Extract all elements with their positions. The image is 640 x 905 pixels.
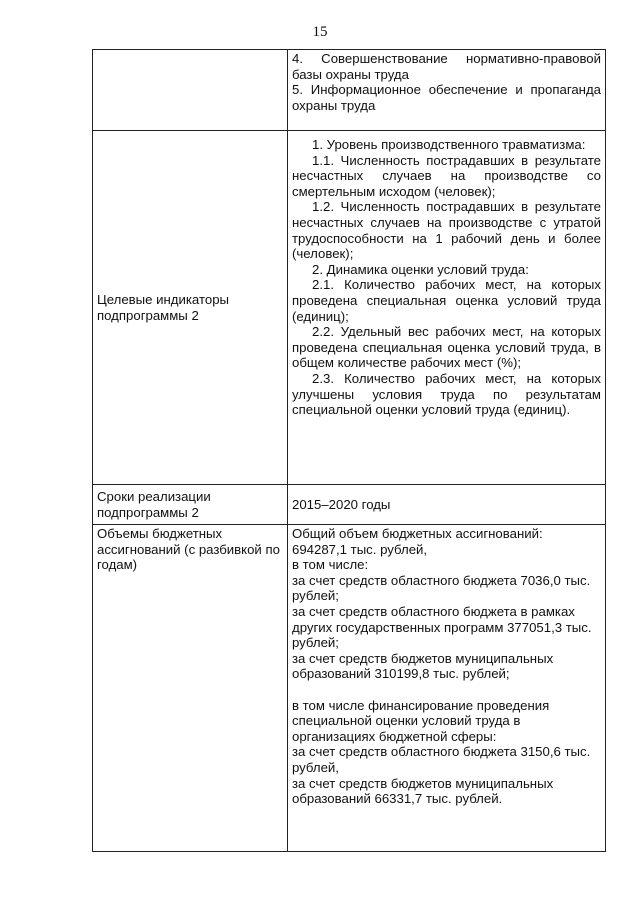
- list-item: за счет средств областного бюджета 7036,0 тыс. рублей;: [292, 572, 591, 604]
- list-item: за счет средств бюджетов муниципальных образований 66331,7 тыс. рублей.: [292, 775, 554, 807]
- list-item: 1. Уровень производственного травматизма:: [312, 137, 586, 152]
- list-item: 2.3. Количество рабочих мест, на которых улучшены условия труда по результатам специальной оценки условий труда (единиц).: [292, 370, 601, 418]
- list-item: 1.1. Численность пострадавших в результате несчастных случаев на производстве со смертельным исходом (человек);: [292, 152, 601, 199]
- list-item: 2.1. Количество рабочих мест, на которых проведена специальная оценка условий труда (единиц);: [292, 277, 601, 324]
- row1-value-cell: [288, 50, 606, 131]
- list-item: 1.2. Численность пострадавших в результате несчастных случаев на производстве с утратой трудоспособности на 1 рабочий день и более (человек);: [292, 199, 601, 262]
- row2-label-cell: [93, 131, 288, 485]
- implementation-period-label: Сроки реализации подпрограммы 2: [97, 488, 211, 520]
- table-row: [93, 485, 606, 525]
- list-item: 4. Совершенствование нормативно-правовой базы охраны труда: [292, 51, 601, 82]
- list-item: Общий объем бюджетных ассигнований: 694287,1 тыс. рублей,: [292, 526, 543, 557]
- paragraph-gap: [292, 682, 601, 698]
- row2-value-cell: [288, 131, 606, 485]
- row3-value-cell: [288, 485, 606, 525]
- list-item: 5. Информационное обеспечение и пропаганда охраны труда: [292, 82, 601, 113]
- list-item: за счет средств областного бюджета в рамках других государственных программ 377051,3 тыс. рублей;: [292, 603, 592, 651]
- page-number: 15: [312, 24, 328, 40]
- list-item: 2.2. Удельный вес рабочих мест, на которых проведена специальная оценка условий труда, в общем количестве рабочих мест (%);: [292, 324, 601, 371]
- row1-label-cell: [93, 50, 288, 131]
- row4-label-cell: [93, 525, 288, 852]
- list-item: за счет средств областного бюджета 3150,6 тыс. рублей,: [292, 744, 591, 775]
- budget-volume-label: Объемы бюджетных ассигнований (с разбивкой по годам): [97, 526, 280, 573]
- list-item: в том числе финансирование проведения специальной оценки условий труда в организациях бюджетной сферы:: [292, 697, 550, 744]
- table-row: [93, 131, 606, 485]
- table-row: [93, 50, 606, 131]
- passport-table: [92, 49, 606, 852]
- list-item: 2. Динамика оценки условий труда:: [312, 261, 529, 277]
- list-item: за счет средств бюджетов муниципальных образований 310199,8 тыс. рублей;: [292, 650, 554, 682]
- table-row: [93, 525, 606, 852]
- implementation-period-value: 2015–2020 годы: [292, 496, 391, 512]
- row3-label-cell: [93, 485, 288, 525]
- target-indicators-label: Целевые индикаторы подпрограммы 2: [97, 291, 230, 323]
- list-item: в том числе:: [292, 557, 369, 573]
- row4-value-cell: [288, 525, 606, 852]
